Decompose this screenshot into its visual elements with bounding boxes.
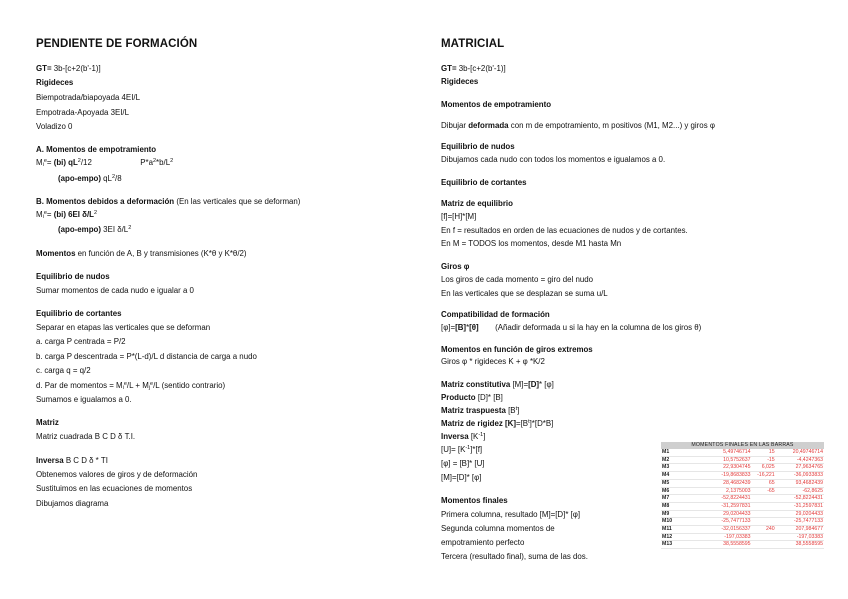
momentos-finales-table (661, 442, 824, 549)
moment-value: -25,7477133 (721, 518, 751, 525)
section-a-title: A. Momentos de empotramiento (36, 145, 157, 154)
table-row (661, 533, 824, 541)
moment-final: 207,984677 (795, 526, 823, 533)
moment-value: -52,8224431 (721, 495, 751, 502)
cortantes-line: Separar en etapas las verticales que se deforman (36, 323, 211, 332)
moment-empotramiento: -15 (767, 456, 775, 463)
inversa-item: Obtenemos valores de giros y de deformación (36, 470, 198, 479)
left-rigidez-item: Empotrada-Apoyada 3EI/L (36, 108, 129, 117)
momentos-line: Momentos en función de A, B y transmisiones (K*θ y K*θ/2) (36, 249, 247, 258)
moment-final: 20,49746714 (792, 449, 823, 455)
moment-final: -52,8224431 (793, 495, 823, 502)
moment-label: M11 (662, 526, 672, 533)
empotramiento-text: Dibujar deformada con m de empotramiento, m positivos (M1, M2...) y giros φ (441, 121, 715, 130)
giros-line: En las verticales que se desplazan se suma u/L (441, 289, 608, 298)
moment-label: M5 (662, 479, 670, 486)
cortantes-line: a. carga P centrada = P/2 (36, 337, 126, 346)
equilibrio-line: [f]=[H]*[M] (441, 212, 477, 221)
moment-label: M6 (662, 487, 670, 494)
right-nudos-title: Equilibrio de nudos (441, 142, 515, 151)
moment-label: M13 (662, 541, 673, 548)
moment-empotramiento (752, 510, 776, 518)
moment-value: -31,2597831 (721, 502, 751, 509)
cortantes-line: Sumamos e igualamos a 0. (36, 395, 132, 404)
inv-line-m: [M]=[D]* [φ] (441, 473, 482, 482)
matriz-text: Matriz cuadrada B C D δ T.I. (36, 432, 136, 441)
extremos-title: Momentos en función de giros extremos (441, 345, 593, 354)
table-row (661, 526, 824, 534)
moment-final: -4,4247363 (796, 456, 823, 463)
moment-value: 29,0204433 (723, 510, 751, 517)
moment-empotramiento: 240 (766, 526, 775, 533)
table-row (661, 518, 824, 526)
moment-final: 27,9634765 (795, 464, 823, 471)
moment-value: 5,49746714 (723, 449, 751, 455)
moment-label: M4 (662, 472, 670, 479)
moment-label: M2 (662, 456, 670, 463)
moment-value: 28,4682439 (723, 479, 751, 486)
moment-empotramiento: -65 (767, 487, 775, 494)
table-row (661, 464, 824, 472)
finales-line: Tercera (resultado final), suma de las dos. (441, 552, 588, 561)
traspuesta-line: Matriz traspuesta $[B^t]$ (441, 406, 520, 415)
table-body (661, 449, 824, 549)
moment-label: M10 (662, 518, 673, 525)
finales-line: empotramiento perfecto (441, 538, 525, 547)
inversa-line: Inversa B C D δ * TI (36, 456, 108, 465)
moment-final: -31,2597831 (793, 502, 823, 509)
constitutiva-line: Matriz constitutiva [M]=[D]* [φ] (441, 380, 554, 389)
section-b-line1: $M_i^e= (bi)$ 6EI $\delta/L^2$ (36, 210, 98, 220)
finales-line: Segunda columna momentos de (441, 524, 555, 533)
extremos-text: Giros φ * rigideces K + φ *K/2 (441, 357, 545, 366)
moment-label: M8 (662, 502, 670, 509)
moment-final: 38,5558595 (795, 541, 823, 548)
moment-final: -36,0933833 (793, 472, 823, 479)
finales-title: Momentos finales (441, 496, 508, 505)
left-rigidez-item: Voladizo 0 (36, 122, 73, 131)
inversa-item: Sustituimos en las ecuaciones de momentos (36, 484, 193, 493)
right-rigideces-title: Rigideces (441, 77, 479, 86)
cortantes-line-par: d. Par de momentos = $M_i^e/L + M_j^e/L$ (sentido contrario) (36, 381, 226, 391)
left-rigideces-title: Rigideces (36, 78, 74, 87)
nudos-text: Sumar momentos de cada nudo e igualar a 0 (36, 286, 194, 295)
table-row (661, 541, 824, 549)
inv-line-u: $[U]= [K^{-1}]*[f]$ (441, 445, 483, 454)
inversa-item: Dibujamos diagrama (36, 499, 109, 508)
right-title: MATRICIAL (441, 38, 505, 50)
table-row (661, 487, 824, 495)
moment-final: -62,8625 (802, 487, 823, 494)
compat-line: [φ]=[B]*[θ] (Añadir deformada u si la hay en la columna de los giros θ) (441, 323, 702, 332)
cortantes-line: b. carga P descentrada = P*(L-d)/L d distancia de carga a nudo (36, 352, 257, 361)
equilibrio-line: En M = TODOS los momentos, desde M1 hasta Mn (441, 239, 622, 248)
moment-value: -197,03383 (724, 533, 751, 540)
moment-label: M9 (662, 510, 670, 517)
giros-title: Giros φ (441, 262, 470, 271)
section-a-line1: $M_i^e= (bi)$ $qL^2/12$ $P*a^2*b/L^2$ (36, 158, 174, 168)
equilibrio-line: En f = resultados en orden de las ecuaciones de nudos y de cortantes. (441, 226, 688, 235)
moment-empotramiento (752, 541, 776, 549)
table-row (661, 479, 824, 487)
moment-empotramiento: 6,025 (761, 464, 775, 471)
table-row (661, 472, 824, 480)
moment-value: 38,5558595 (723, 541, 751, 548)
equilibrio-title: Matriz de equilibrio (441, 199, 513, 208)
moment-label: M1 (662, 449, 670, 455)
moment-value: -19,8683833 (721, 472, 751, 479)
giros-line: Los giros de cada momento = giro del nudo (441, 275, 593, 284)
right-cortantes-title: Equilibrio de cortantes (441, 178, 527, 187)
table-row (661, 502, 824, 510)
section-b-title: B. Momentos debidos a deformación (En las verticales que se deforman) (36, 197, 301, 206)
table-caption: MOMENTOS FINALES EN LAS BARRAS (661, 442, 824, 449)
moment-empotramiento (752, 518, 776, 526)
moment-final: -25,7477133 (793, 518, 823, 525)
moment-final: 93,4682439 (795, 479, 823, 486)
inversa-k-line: Inversa $[K^{-1}]$ (441, 432, 486, 441)
table-row (661, 510, 824, 518)
table-row (661, 495, 824, 503)
moment-label: M12 (662, 533, 673, 540)
inv-line-phi: [φ] = [B]* [U] (441, 459, 485, 468)
moment-final: 29,0204433 (795, 510, 823, 517)
moment-label: M7 (662, 495, 670, 502)
left-rigidez-item: Biempotrada/biapoyada 4EI/L (36, 93, 140, 102)
right-nudos-text: Dibujamos cada nudo con todos los momentos e igualamos a 0. (441, 155, 666, 164)
moment-label: M3 (662, 464, 670, 471)
moment-empotramiento: -16,221 (757, 472, 775, 479)
moment-empotramiento (752, 502, 776, 510)
empotramiento-title: Momentos de empotramiento (441, 100, 552, 109)
right-gt-line: GT= 3b-[c+2(b'-1)] (441, 64, 506, 73)
rigidez-line: Matriz de rigidez $[K]=[B^t]*[D*B]$ (441, 419, 554, 428)
moment-value: 2,1375003 (726, 487, 751, 494)
moment-empotramiento (752, 495, 776, 503)
section-a-line2: (apo-empo) $qL^2/8$ (58, 174, 122, 183)
moment-value: 10,5752637 (723, 456, 751, 463)
moment-value: 22,9304745 (723, 464, 751, 471)
table-row (661, 449, 824, 456)
moment-empotramiento: 65 (768, 479, 775, 486)
moment-final: -197,03383 (796, 533, 823, 540)
section-b-line2: (apo-empo) 3EI $\delta/L^2$ (58, 225, 132, 234)
moment-value: -32,0156337 (721, 526, 751, 533)
finales-line: Primera columna, resultado [M]=[D]* [φ] (441, 510, 581, 519)
left-title: PENDIENTE DE FORMACIÓN (36, 38, 198, 50)
matriz-title: Matriz (36, 418, 59, 427)
moment-empotramiento: 15 (768, 449, 775, 455)
nudos-title: Equilibrio de nudos (36, 272, 110, 281)
compat-title: Compatibilidad de formación (441, 310, 550, 319)
left-gt-line: GT= 3b-[c+2(b'-1)] (36, 64, 101, 73)
cortantes-line: c. carga q = q/2 (36, 366, 91, 375)
cortantes-title: Equilibrio de cortantes (36, 309, 122, 318)
producto-line: Producto [D]* [B] (441, 393, 503, 402)
moment-empotramiento (752, 533, 776, 541)
table-row (661, 456, 824, 464)
